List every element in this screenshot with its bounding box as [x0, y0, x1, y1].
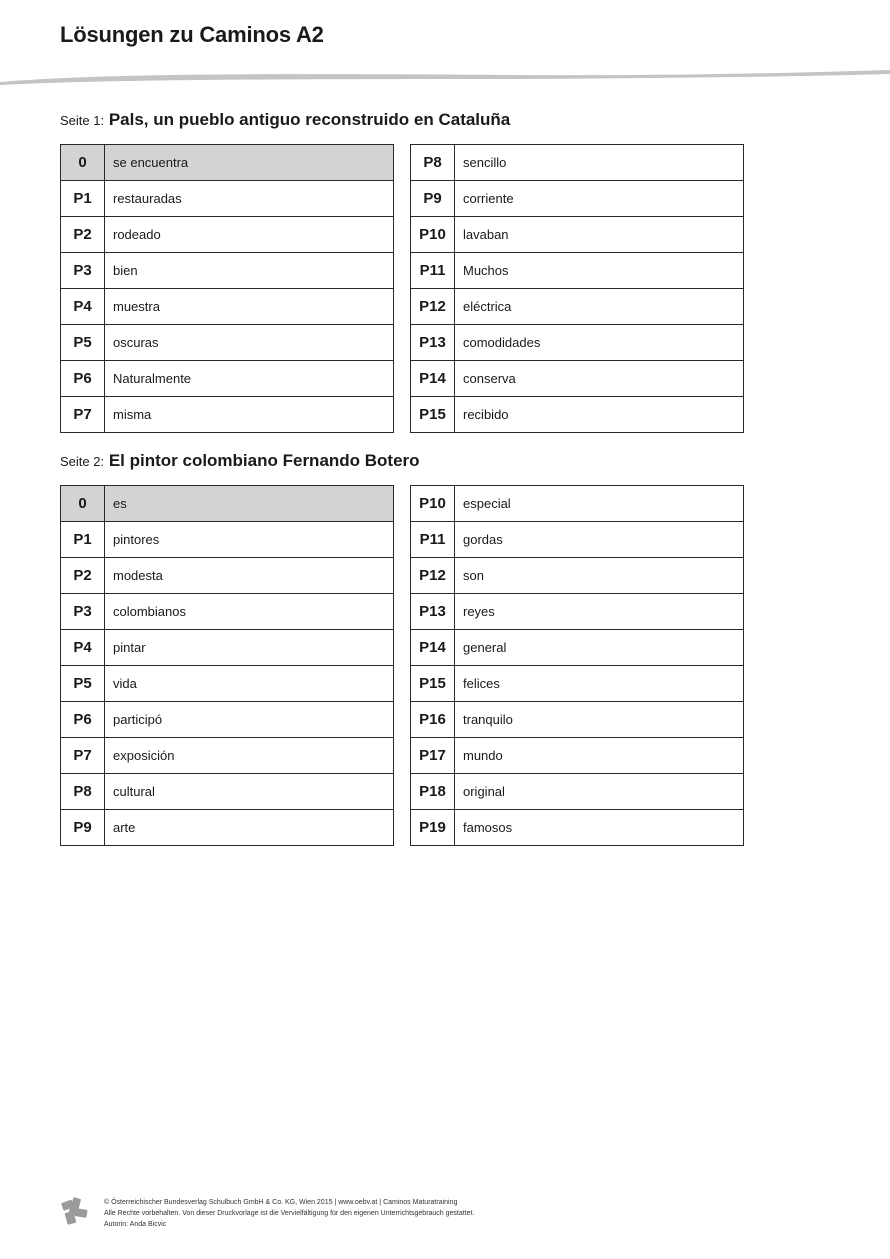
- answer-value: arte: [105, 810, 394, 846]
- section-title: El pintor colombiano Fernando Botero: [108, 451, 420, 470]
- section-heading-2: [60, 451, 420, 471]
- answer-value: comodidades: [455, 325, 744, 361]
- table-row: [61, 361, 394, 397]
- answer-value: pintar: [105, 630, 394, 666]
- table-row-example: [61, 486, 394, 522]
- table-row: [411, 810, 744, 846]
- table-row: [61, 666, 394, 702]
- table-row: [61, 522, 394, 558]
- answer-value: reyes: [455, 594, 744, 630]
- answer-value: conserva: [455, 361, 744, 397]
- table-row: [411, 594, 744, 630]
- table-row: [61, 738, 394, 774]
- section-title: Pals, un pueblo antiguo reconstruido en Cataluña: [108, 110, 511, 129]
- table-row: [61, 289, 394, 325]
- answer-value: recibido: [455, 397, 744, 433]
- answer-key: P1: [61, 181, 105, 217]
- answer-key: P12: [411, 558, 455, 594]
- answer-key: P2: [61, 558, 105, 594]
- table-row: [411, 181, 744, 217]
- table-row: [61, 702, 394, 738]
- answer-key: P15: [411, 666, 455, 702]
- table-row: [61, 558, 394, 594]
- table-row: [411, 289, 744, 325]
- answer-key: P11: [411, 253, 455, 289]
- answer-key: P6: [61, 361, 105, 397]
- answer-key: P3: [61, 594, 105, 630]
- answers-table-2-left: [60, 485, 394, 846]
- table-row: [61, 217, 394, 253]
- answer-key: 0: [61, 145, 105, 181]
- answer-key: P8: [61, 774, 105, 810]
- answer-key: P9: [411, 181, 455, 217]
- answer-value: eléctrica: [455, 289, 744, 325]
- answer-value: vida: [105, 666, 394, 702]
- answer-value: sencillo: [455, 145, 744, 181]
- section-heading-1: [60, 110, 510, 130]
- answer-value: bien: [105, 253, 394, 289]
- answer-value: general: [455, 630, 744, 666]
- answer-key: P8: [411, 145, 455, 181]
- table-row-example: [61, 145, 394, 181]
- header-swoosh: [0, 66, 890, 86]
- answer-value: participó: [105, 702, 394, 738]
- answer-value: famosos: [455, 810, 744, 846]
- answer-key: 0: [61, 486, 105, 522]
- answer-key: P13: [411, 325, 455, 361]
- answer-value: corriente: [455, 181, 744, 217]
- answers-table-1-left: [60, 144, 394, 433]
- answer-key: P15: [411, 397, 455, 433]
- table-row: [61, 630, 394, 666]
- answer-key: P12: [411, 289, 455, 325]
- table-row: [411, 486, 744, 522]
- answer-key: P11: [411, 522, 455, 558]
- answer-value: especial: [455, 486, 744, 522]
- table-row: [411, 666, 744, 702]
- answer-value: cultural: [105, 774, 394, 810]
- answer-value: pintores: [105, 522, 394, 558]
- answer-value: se encuentra: [105, 145, 394, 181]
- answer-key: P9: [61, 810, 105, 846]
- page-title: Lösungen zu Caminos A2: [60, 22, 324, 47]
- answer-key: P2: [61, 217, 105, 253]
- answer-value: original: [455, 774, 744, 810]
- answer-value: Muchos: [455, 253, 744, 289]
- footer-line: Alle Rechte vorbehalten. Von dieser Druckvorlage ist die Vervielfältigung für den eigenen Unterrichtsgebrauch gestattet.: [104, 1210, 475, 1217]
- table-row: [411, 630, 744, 666]
- answer-value: oscuras: [105, 325, 394, 361]
- answer-key: P5: [61, 325, 105, 361]
- table-row: [411, 325, 744, 361]
- answers-table-2-right: [410, 485, 744, 846]
- answer-key: P19: [411, 810, 455, 846]
- answers-table-1-right: [410, 144, 744, 433]
- answer-key: P14: [411, 630, 455, 666]
- answer-value: rodeado: [105, 217, 394, 253]
- answer-value: colombianos: [105, 594, 394, 630]
- table-row: [411, 145, 744, 181]
- answer-value: felices: [455, 666, 744, 702]
- answer-key: P5: [61, 666, 105, 702]
- answer-key: P13: [411, 594, 455, 630]
- answer-value: misma: [105, 397, 394, 433]
- answer-key: P17: [411, 738, 455, 774]
- publisher-logo-icon: [58, 1197, 90, 1227]
- answer-value: Naturalmente: [105, 361, 394, 397]
- answer-key: P1: [61, 522, 105, 558]
- answer-value: modesta: [105, 558, 394, 594]
- answer-key: P10: [411, 217, 455, 253]
- table-row: [61, 253, 394, 289]
- answer-key: P4: [61, 630, 105, 666]
- table-row: [411, 774, 744, 810]
- answer-value: lavaban: [455, 217, 744, 253]
- answer-key: P18: [411, 774, 455, 810]
- answer-key: P6: [61, 702, 105, 738]
- table-row: [411, 361, 744, 397]
- answer-value: exposición: [105, 738, 394, 774]
- footer-line: Autorin: Anda Bicvic: [104, 1221, 167, 1228]
- footer-copyright: [104, 1197, 474, 1230]
- table-row: [61, 397, 394, 433]
- table-row: [61, 774, 394, 810]
- answer-key: P7: [61, 738, 105, 774]
- footer-line: © Österreichischer Bundesverlag Schulbuch GmbH & Co. KG, Wien 2015 | www.oebv.at | Caminos Maturatraining: [104, 1199, 458, 1206]
- answer-value: mundo: [455, 738, 744, 774]
- answer-key: P4: [61, 289, 105, 325]
- table-row: [61, 325, 394, 361]
- table-row: [411, 522, 744, 558]
- answer-key: P16: [411, 702, 455, 738]
- table-row: [411, 738, 744, 774]
- answer-value: muestra: [105, 289, 394, 325]
- answer-key: P14: [411, 361, 455, 397]
- answer-value: es: [105, 486, 394, 522]
- answer-key: P10: [411, 486, 455, 522]
- table-row: [61, 181, 394, 217]
- table-row: [411, 217, 744, 253]
- section-prefix: Seite 1:: [60, 113, 105, 128]
- answer-key: P3: [61, 253, 105, 289]
- section-prefix: Seite 2:: [60, 454, 105, 469]
- answer-value: tranquilo: [455, 702, 744, 738]
- table-row: [411, 702, 744, 738]
- table-row: [61, 594, 394, 630]
- answer-value: restauradas: [105, 181, 394, 217]
- table-row: [411, 253, 744, 289]
- answer-value: gordas: [455, 522, 744, 558]
- answer-value: son: [455, 558, 744, 594]
- table-row: [411, 558, 744, 594]
- answer-key: P7: [61, 397, 105, 433]
- table-row: [61, 810, 394, 846]
- table-row: [411, 397, 744, 433]
